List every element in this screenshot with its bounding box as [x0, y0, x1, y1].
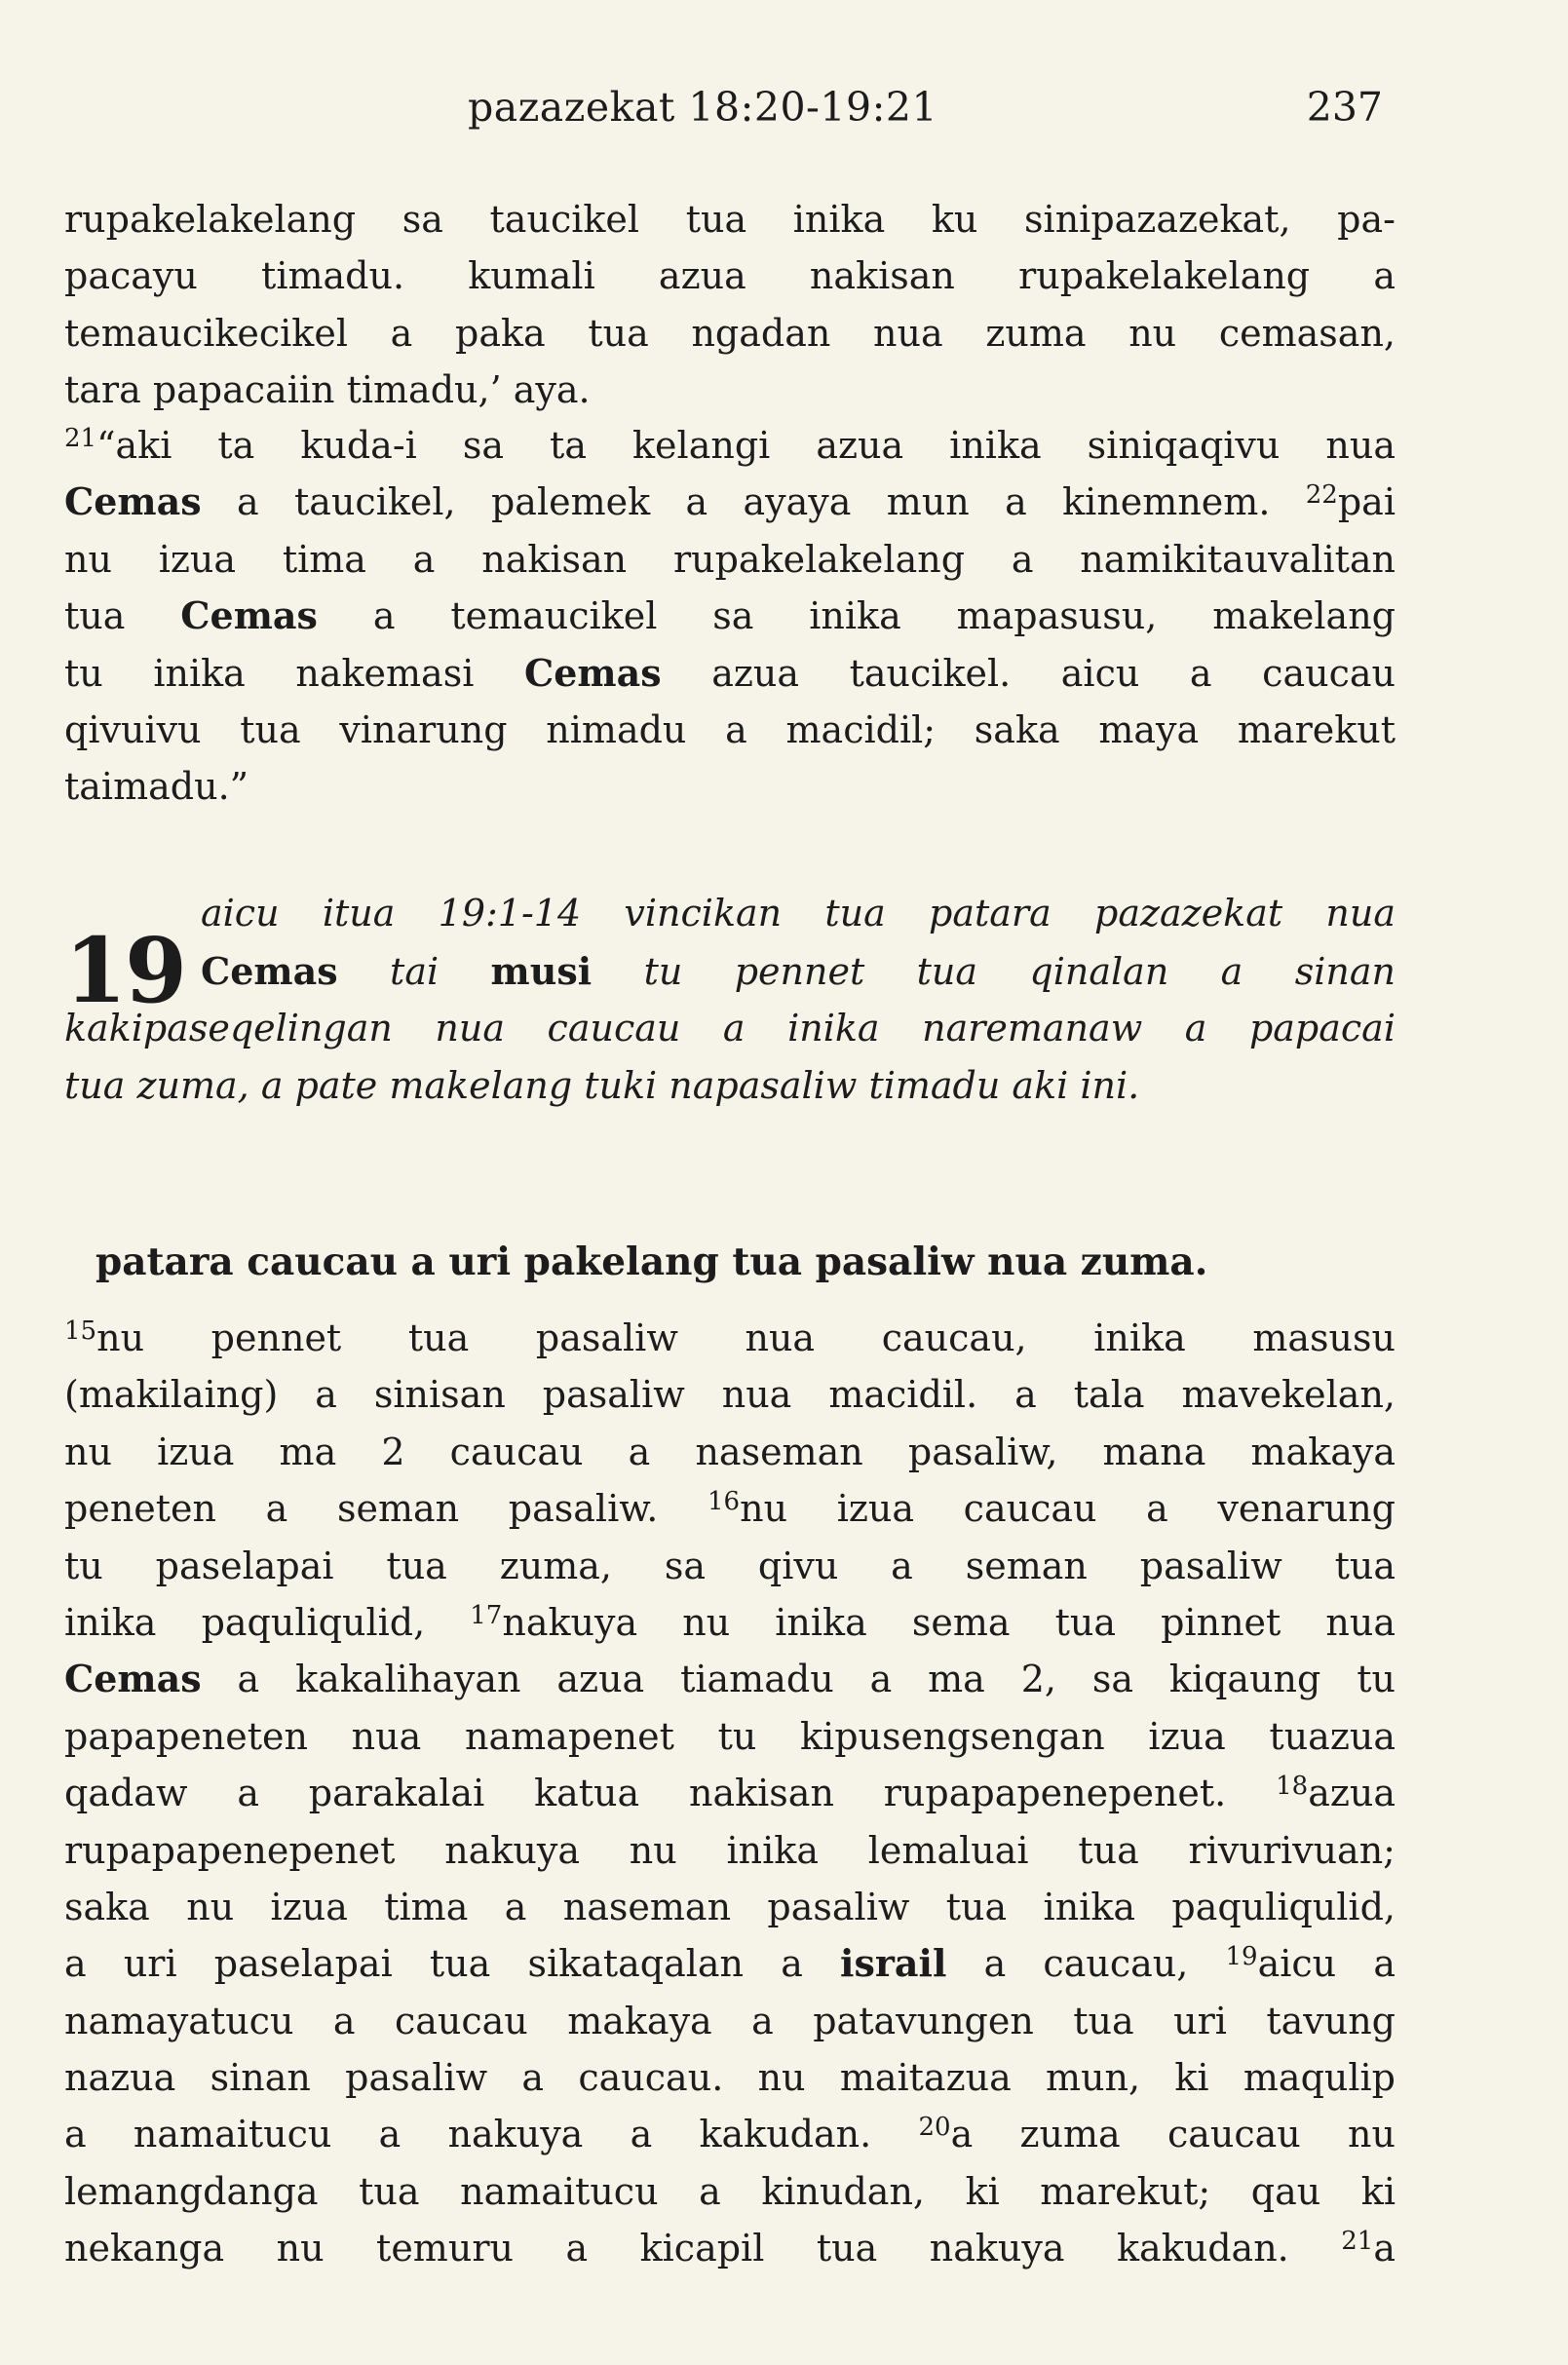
verse-number: 18	[1276, 1772, 1309, 1802]
divine-name: Cemas	[201, 949, 338, 993]
text-line: papapeneten nua namapenet tu kipusengsengan izua tuazua	[64, 1714, 1396, 1758]
page-number: 237	[1306, 84, 1383, 131]
verse-number: 21	[64, 424, 97, 453]
text-line	[64, 588, 1396, 644]
verse-text: a caucau,	[946, 1942, 1226, 1986]
chapter-intro-line: tua zuma, a pate makelang tuki napasaliw timadu aki ini.	[64, 1064, 1140, 1107]
verse-text: tua	[64, 594, 181, 638]
text-line	[64, 1480, 1396, 1537]
divine-name: Cemas	[64, 1657, 202, 1701]
verse-text: a	[1373, 2227, 1396, 2270]
text-line: (makilaing) a sinisan pasaliw nua macidil. a tala mavekelan,	[64, 1373, 1396, 1417]
verse-text: inika paquliqulid,	[64, 1600, 471, 1644]
verse-text: a namaitucu a nakuya a kakudan.	[64, 2113, 919, 2156]
text-line: nu izua ma 2 caucau a naseman pasaliw, mana makaya	[64, 1430, 1396, 1473]
verse-text: “aki ta kuda-i sa ta kelangi azua inika siniqaqivu nua	[96, 424, 1396, 467]
text-line: qivuivu tua vinarung nimadu a macidil; saka maya marekut	[64, 707, 1396, 751]
verse-number: 19	[1225, 1942, 1258, 1972]
divine-name: Cemas	[523, 650, 662, 695]
verse-number: 15	[64, 1316, 97, 1346]
text-line: temaucikecikel a paka tua ngadan nua zuma nu cemasan,	[64, 311, 1396, 355]
divine-name: Cemas	[180, 593, 318, 638]
text-line: nu izua tima a nakisan rupakelakelang a namikitauvalitan	[64, 537, 1396, 581]
text-line: saka nu izua tima a naseman pasaliw tua inika paquliqulid,	[64, 1885, 1396, 1928]
text-line	[64, 2106, 1396, 2162]
text-line: namayatucu a caucau makaya a patavungen tua uri tavung	[64, 1999, 1396, 2042]
verse-text: a kakalihayan azua tiamadu a ma 2, sa kiqaung tu	[201, 1658, 1396, 1701]
verse-text: nakuya nu inika sema tua pinnet nua	[502, 1600, 1396, 1644]
chapter-number: 19	[64, 918, 186, 1023]
verse-text: pai	[1337, 480, 1396, 524]
text-line	[64, 1310, 1396, 1366]
verse-text: nu pennet tua pasaliw nua caucau, inika masusu	[96, 1316, 1396, 1359]
chapter-intro-line: kakipaseqelingan nua caucau a inika naremanaw a papacai	[64, 1007, 1396, 1049]
verse-text: aicu a	[1257, 1942, 1396, 1986]
intro-text: tu pennet tua qinalan a sinan	[592, 950, 1396, 993]
text-line: rupakelakelang sa taucikel tua inika ku sinipazazekat, pa-	[64, 198, 1396, 241]
text-line	[64, 1765, 1396, 1821]
paragraph-verses-15-21	[64, 1310, 1396, 2277]
chapter-intro-line	[64, 942, 1396, 1000]
text-line: pacayu timadu. kumali azua nakisan rupakelakelang a	[64, 254, 1396, 298]
chapter-intro-line: aicu itua 19:1-14 vincikan tua patara pazazekat nua	[201, 892, 1396, 935]
running-title: pazazekat 18:20-19:21	[468, 84, 938, 131]
text-line	[64, 1651, 1396, 1707]
verse-text: nu izua caucau a venarung	[740, 1487, 1396, 1531]
text-line	[64, 1935, 1396, 1992]
bold-word: musi	[490, 949, 593, 993]
text-line: taimadu.”	[64, 765, 249, 809]
text-line	[64, 2220, 1396, 2276]
divine-name: Cemas	[64, 479, 202, 524]
verse-text: a temaucikel sa inika mapasusu, makelang	[317, 594, 1396, 638]
text-line: rupapapenepenet nakuya nu inika lemaluai tua rivurivuan;	[64, 1828, 1396, 1872]
chapter-intro	[64, 885, 1396, 1115]
page-header	[0, 84, 1568, 142]
text-line	[64, 645, 1396, 702]
text-line: lemangdanga tua namaitucu a kinudan, ki marekut; qau ki	[64, 2169, 1396, 2213]
text-line	[64, 1594, 1396, 1651]
verse-number: 20	[918, 2113, 951, 2143]
text-line: tu paselapai tua zuma, sa qivu a seman pasaliw tua	[64, 1544, 1396, 1587]
text-line	[64, 417, 1396, 474]
verse-number: 16	[708, 1487, 741, 1517]
text-line	[64, 474, 1396, 530]
paragraph-continued	[64, 191, 1396, 419]
verse-text: a taucikel, palemek a ayaya mun a kinemnem.	[201, 480, 1306, 524]
verse-text: qadaw a parakalai katua nakisan rupapapenepenet.	[64, 1772, 1277, 1815]
verse-number: 21	[1341, 2227, 1374, 2257]
verse-number: 22	[1305, 480, 1338, 511]
intro-text: tai	[337, 950, 491, 993]
paragraph-verse-21	[64, 417, 1396, 816]
verse-text: azua taucikel. aicu a caucau	[661, 651, 1396, 695]
verse-text: a zuma caucau nu	[950, 2113, 1396, 2156]
verse-text: nekanga nu temuru a kicapil tua nakuya kakudan.	[64, 2227, 1342, 2270]
section-heading: patara caucau a uri pakelang tua pasaliw nua zuma.	[96, 1240, 1208, 1284]
verse-text: a uri paselapai tua sikataqalan a	[64, 1942, 841, 1986]
verse-text: azua	[1308, 1772, 1396, 1815]
verse-number: 17	[470, 1600, 503, 1630]
text-line: tara papacaiin timadu,’ aya.	[64, 368, 591, 412]
text-line: nazua sinan pasaliw a caucau. nu maitazua mun, ki maqulip	[64, 2056, 1396, 2100]
verse-text: peneten a seman pasaliw.	[64, 1487, 708, 1531]
verse-text: tu inika nakemasi	[64, 651, 524, 695]
place-name: israil	[840, 1941, 947, 1986]
